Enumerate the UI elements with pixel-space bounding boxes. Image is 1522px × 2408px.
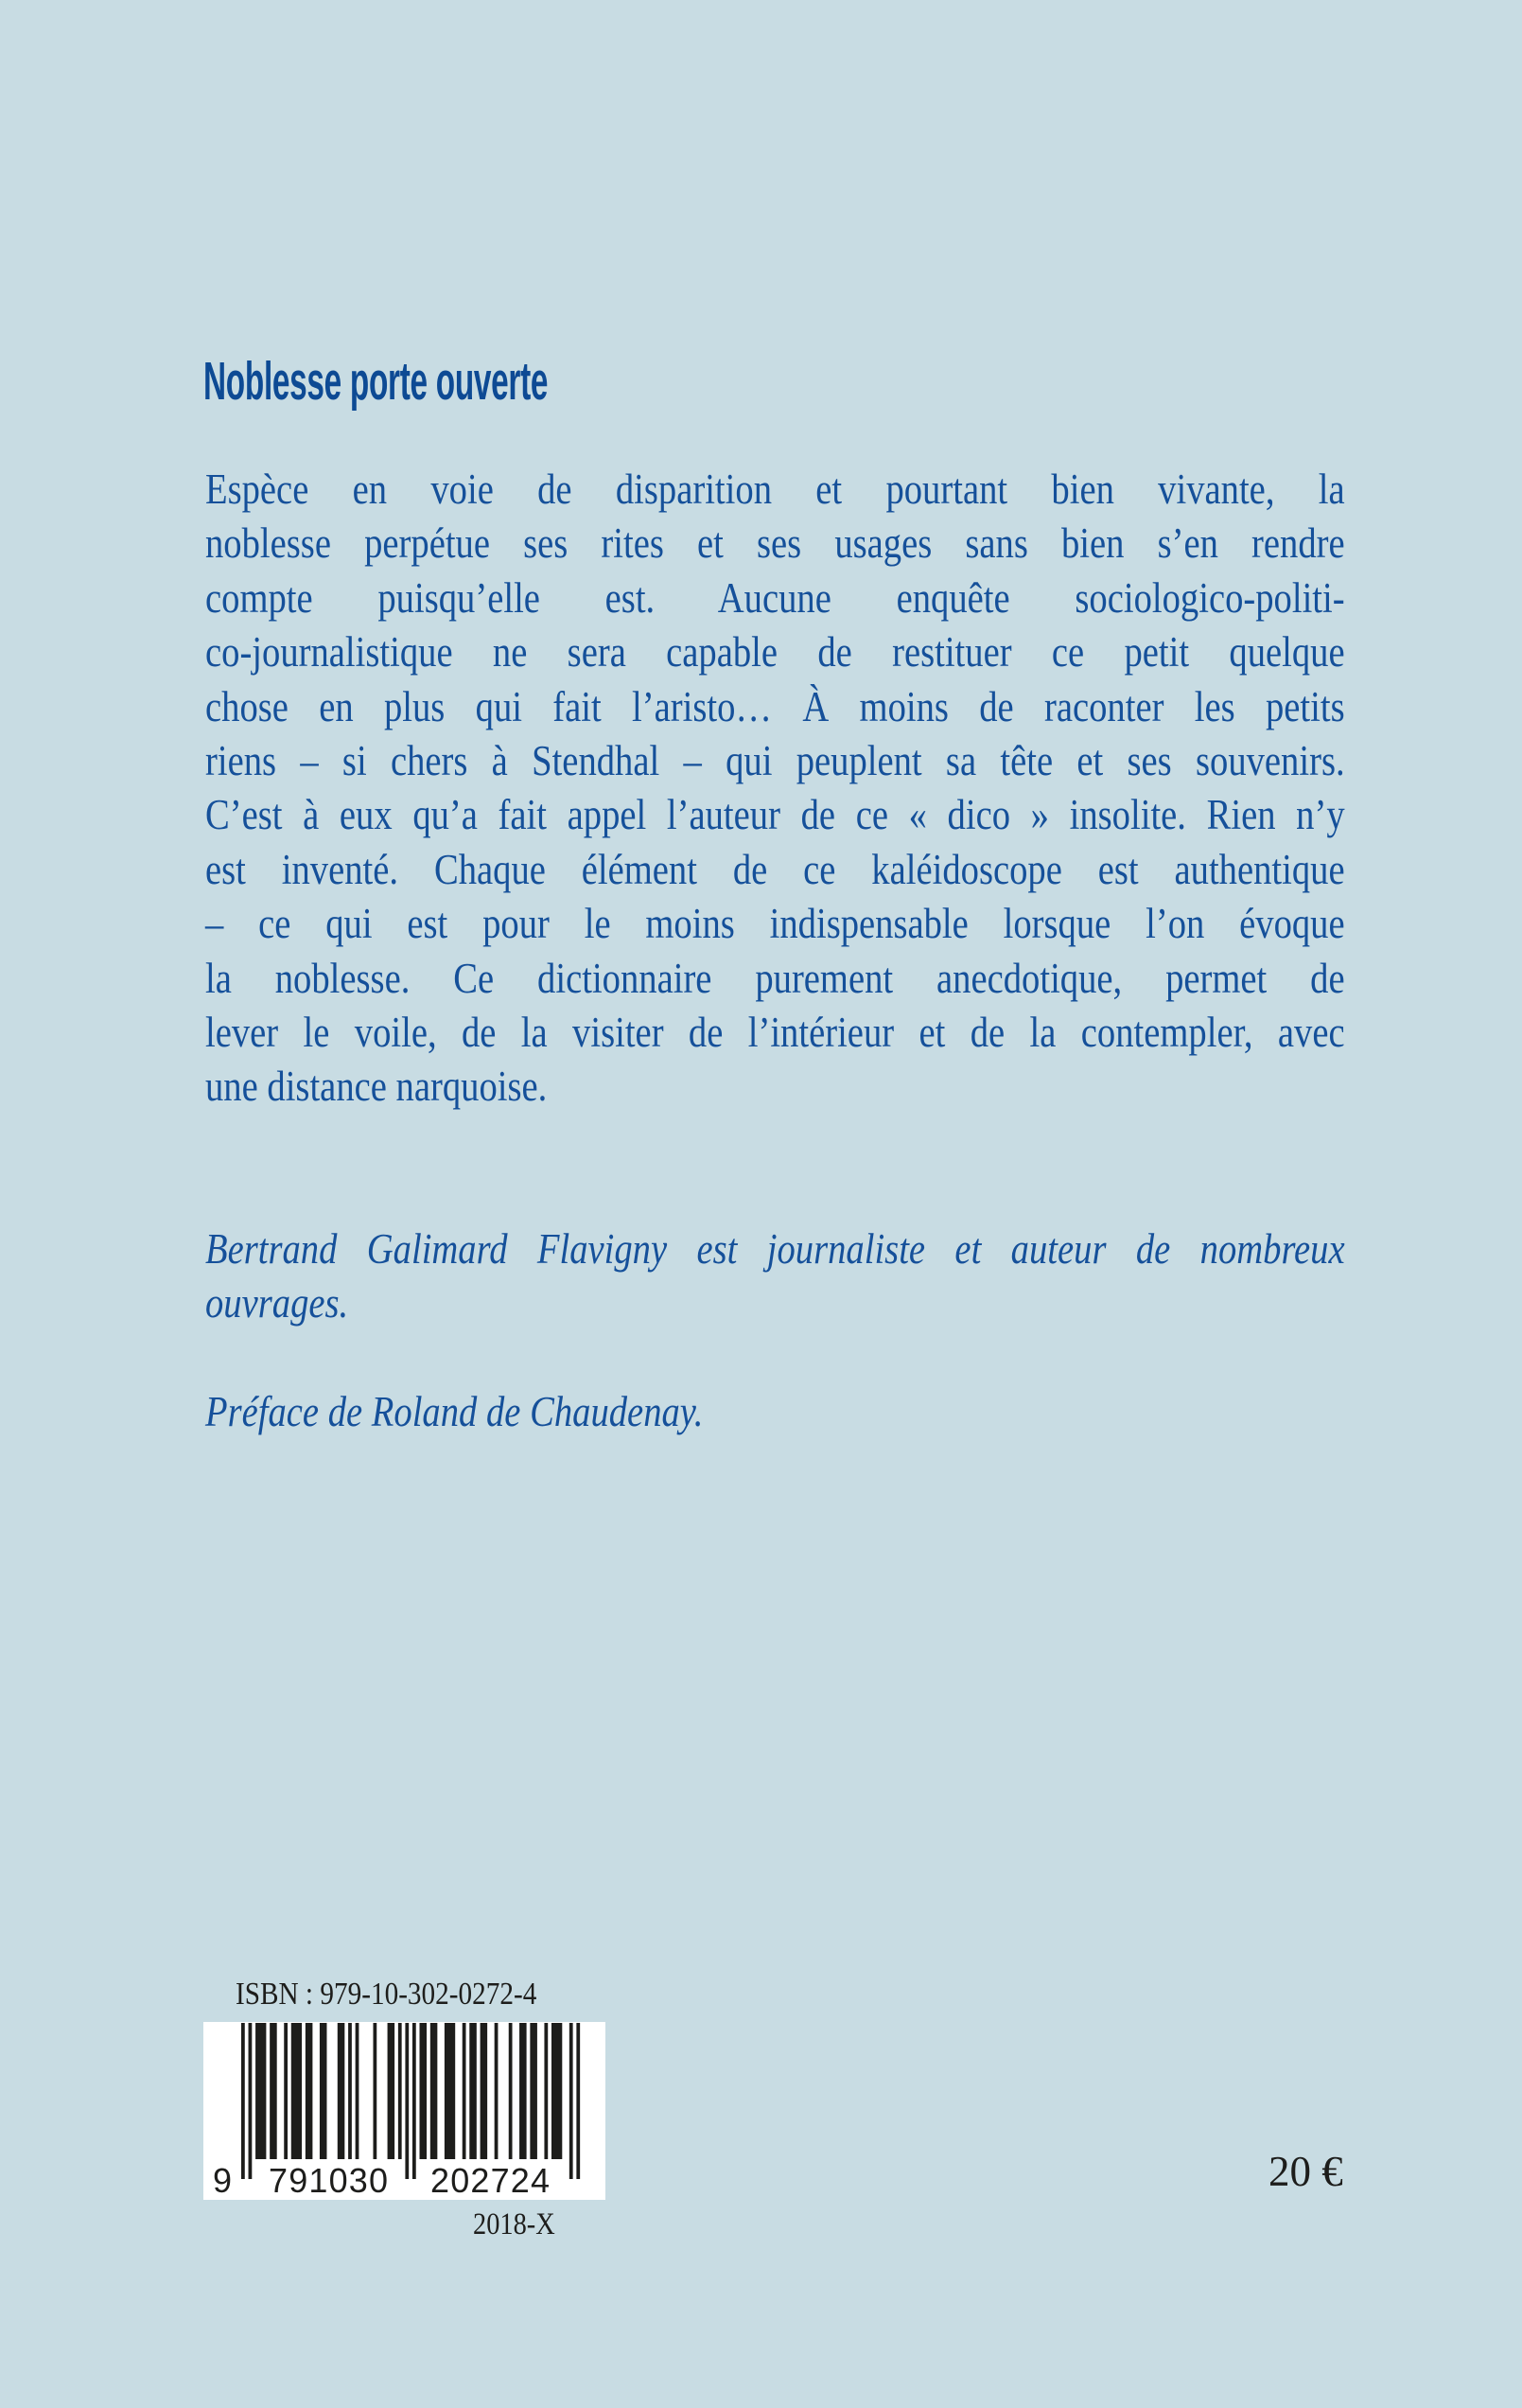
- isbn-label: ISBN : 979-10-302-0272-4: [236, 1977, 537, 2012]
- blurb-line: C’est à eux qu’a fait appel l’auteur de ce « dico » insolite. Rien n’y: [205, 791, 1345, 839]
- barcode-icon: [203, 2022, 605, 2200]
- blurb-line: est inventé. Chaque élément de ce kaléidoscope est authentique: [205, 845, 1345, 893]
- price: 20 €: [1268, 2148, 1343, 2195]
- blurb-line: riens – si chers à Stendhal – qui peuplent sa tête et ses souvenirs.: [205, 736, 1345, 784]
- author-bio: [205, 1222, 1345, 1440]
- barcode: [203, 2022, 605, 2200]
- author-bio-line: Bertrand Galimard Flavigny est journaliste et auteur de nombreux: [205, 1225, 1345, 1273]
- blurb-line: la noblesse. Ce dictionnaire purement anecdotique, permet de: [205, 954, 1345, 1002]
- blurb-line: lever le voile, de la visiter de l’intérieur et de la contempler, avec: [205, 1008, 1345, 1056]
- blurb-line: chose en plus qui fait l’aristo… À moins de raconter les petits: [205, 682, 1345, 730]
- barcode-right-digits: 202724: [430, 2161, 550, 2200]
- blurb-line: une distance narquoise.: [205, 1063, 548, 1111]
- spacer: [205, 1331, 1345, 1385]
- barcode-left-digits: 791030: [269, 2161, 388, 2200]
- edition-code: 2018-X: [473, 2207, 555, 2241]
- blurb-line: Espèce en voie de disparition et pourtant bien vivante, la: [205, 466, 1345, 513]
- blurb-line: compte puisqu’elle est. Aucune enquête sociologico-politi-: [205, 573, 1345, 622]
- blurb: [205, 463, 1345, 1115]
- preface-credit: Préface de Roland de Chaudenay.: [205, 1388, 704, 1436]
- author-bio-line: ouvrages.: [205, 1279, 349, 1327]
- book-title: Noblesse porte ouverte: [203, 351, 549, 412]
- blurb-line: co-journalistique ne sera capable de restituer ce petit quelque: [205, 628, 1345, 677]
- barcode-first-digit: 9: [213, 2161, 233, 2200]
- blurb-line: – ce qui est pour le moins indispensable lorsque l’on évoque: [205, 900, 1345, 948]
- blurb-line: noblesse perpétue ses rites et ses usages sans bien s’en rendre: [205, 519, 1345, 568]
